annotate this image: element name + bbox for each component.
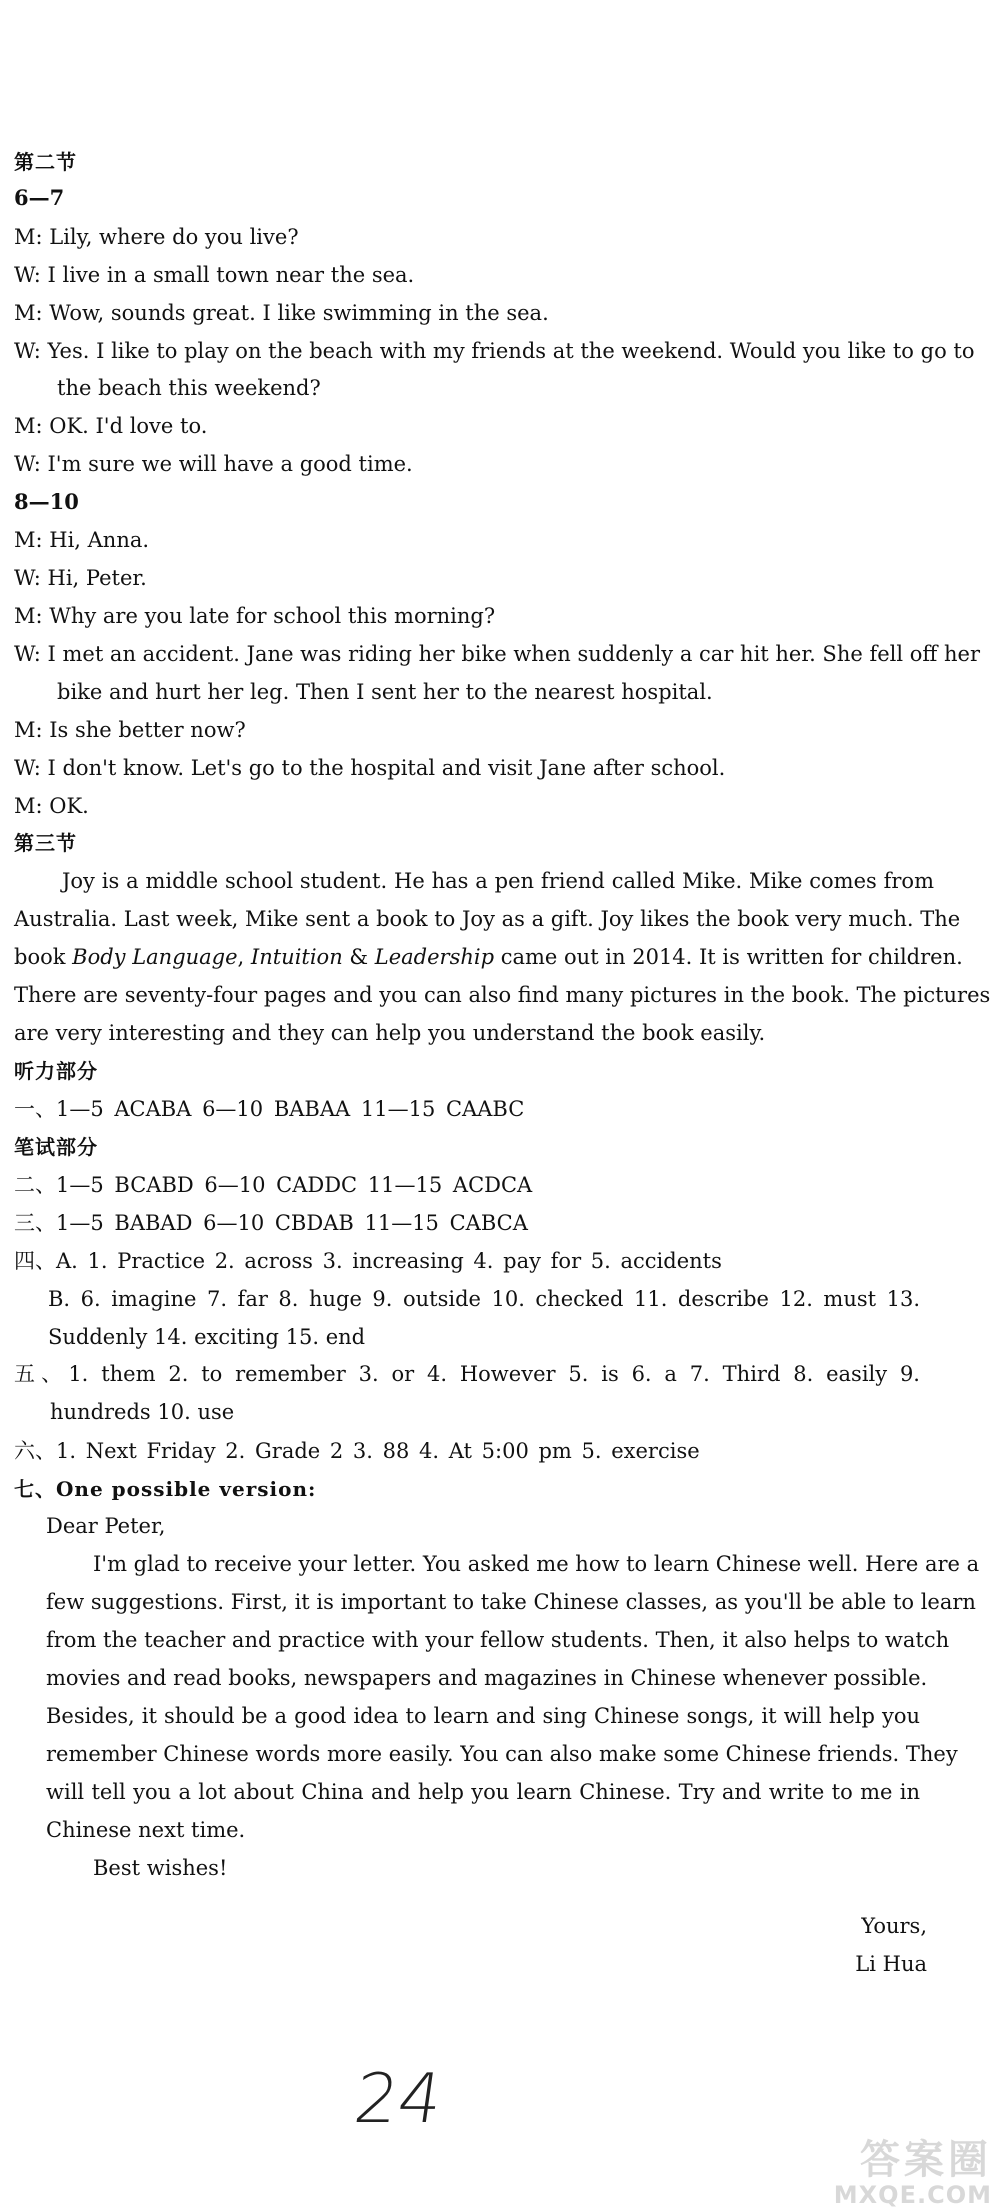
passage-line: There are seventy-four pages and you can also find many pictures in the book. The pictures [14, 983, 991, 1007]
answer-row: 四、A. 1. Practice 2. across 3. increasing 4. pay for 5. accidents [14, 1249, 722, 1273]
letter-line: few suggestions. First, it is important to take Chinese classes, as you'll be able to learn [46, 1590, 976, 1614]
dialogue1-line: the beach this weekend? [57, 376, 321, 400]
answer-row: B. 6. imagine 7. far 8. huge 9. outside 10. checked 11. describe 12. must 13. [48, 1287, 920, 1311]
book-title-part: Intuition [250, 945, 343, 969]
letter-yours: Yours, [861, 1914, 927, 1938]
dialogue1-line: M: Lily, where do you live? [14, 225, 299, 249]
dialogue2-line: M: OK. [14, 794, 89, 818]
letter-line: movies and read books, newspapers and magazines in Chinese whenever possible. [46, 1666, 928, 1690]
watermark-logo [834, 2138, 992, 2208]
dialogue1-line: M: Wow, sounds great. I like swimming in the sea. [14, 301, 549, 325]
dialogue2-label: 8—10 [14, 489, 79, 514]
dialogue1-label: 6—7 [14, 185, 65, 210]
dialogue1-line: W: I'm sure we will have a good time. [14, 452, 413, 476]
answer-row: 二、1—5 BCABD 6—10 CADDC 11—15 ACDCA [14, 1173, 533, 1197]
writing-heading: 七、One possible version: [14, 1477, 317, 1501]
book-title-part: Leadership [374, 945, 495, 969]
passage-text: came out in 2014. It is written for children. [494, 945, 963, 969]
handwritten-page-number: 24 [349, 2060, 448, 2139]
written-heading: 笔试部分 [14, 1135, 98, 1159]
answer-row: 三、1—5 BABAD 6—10 CBDAB 11—15 CABCA [14, 1211, 528, 1235]
letter-line: will tell you a lot about China and help you learn Chinese. Try and write to me in [46, 1780, 920, 1804]
letter-line: from the teacher and practice with your fellow students. Then, it also helps to watch [46, 1628, 950, 1652]
watermark-text: 答案圈 [860, 2137, 992, 2183]
passage-text: book [14, 945, 73, 969]
letter-line: remember Chinese words more easily. You can also make some Chinese friends. They [46, 1742, 958, 1766]
answer-row: 一、1—5 ACABA 6—10 BABAA 11—15 CAABC [14, 1097, 525, 1121]
letter-salutation: Dear Peter, [46, 1514, 166, 1538]
passage-text: , [237, 945, 251, 969]
dialogue2-line: W: I met an accident. Jane was riding her bike when suddenly a car hit her. She fell off her [14, 642, 980, 666]
letter-line: I'm glad to receive your letter. You asked me how to learn Chinese well. Here are a [93, 1552, 980, 1576]
watermark-url: MXQE.COM [833, 2181, 992, 2209]
section2-heading: 第二节 [14, 150, 77, 174]
passage-text: & [342, 945, 375, 969]
dialogue1-line: M: OK. I'd love to. [14, 414, 208, 438]
dialogue2-line: W: I don't know. Let's go to the hospital and visit Jane after school. [14, 756, 726, 780]
passage-line: Australia. Last week, Mike sent a book to Joy as a gift. Joy likes the book very much. The [14, 907, 961, 931]
listening-heading: 听力部分 [14, 1059, 98, 1083]
answer-row: Suddenly 14. exciting 15. end [48, 1325, 366, 1349]
letter-line: Chinese next time. [46, 1818, 246, 1842]
answer-row: hundreds 10. use [50, 1400, 235, 1424]
passage-line-with-title [14, 942, 963, 972]
passage-line: are very interesting and they can help you understand the book easily. [14, 1021, 766, 1045]
answer-row: 六、1. Next Friday 2. Grade 2 3. 88 4. At 5:00 pm 5. exercise [14, 1439, 700, 1463]
answer-row: 五、1. them 2. to remember 3. or 4. However 5. is 6. a 7. Third 8. easily 9. [14, 1362, 920, 1386]
dialogue1-line: W: I live in a small town near the sea. [14, 263, 415, 287]
letter-closing: Best wishes! [93, 1856, 228, 1880]
book-title-part: Body Language [72, 945, 238, 969]
passage-line: Joy is a middle school student. He has a pen friend called Mike. Mike comes from [62, 869, 934, 893]
dialogue2-line: W: Hi, Peter. [14, 566, 147, 590]
dialogue2-line: bike and hurt her leg. Then I sent her to the nearest hospital. [57, 680, 713, 704]
letter-signature-name: Li Hua [855, 1952, 927, 1976]
letter-line: Besides, it should be a good idea to learn and sing Chinese songs, it will help you [46, 1704, 920, 1728]
section3-heading: 第三节 [14, 831, 77, 855]
dialogue2-line: M: Why are you late for school this morning? [14, 604, 496, 628]
dialogue1-line: W: Yes. I like to play on the beach with my friends at the weekend. Would you like to go to [14, 339, 975, 363]
dialogue2-line: M: Hi, Anna. [14, 528, 150, 552]
dialogue2-line: M: Is she better now? [14, 718, 246, 742]
